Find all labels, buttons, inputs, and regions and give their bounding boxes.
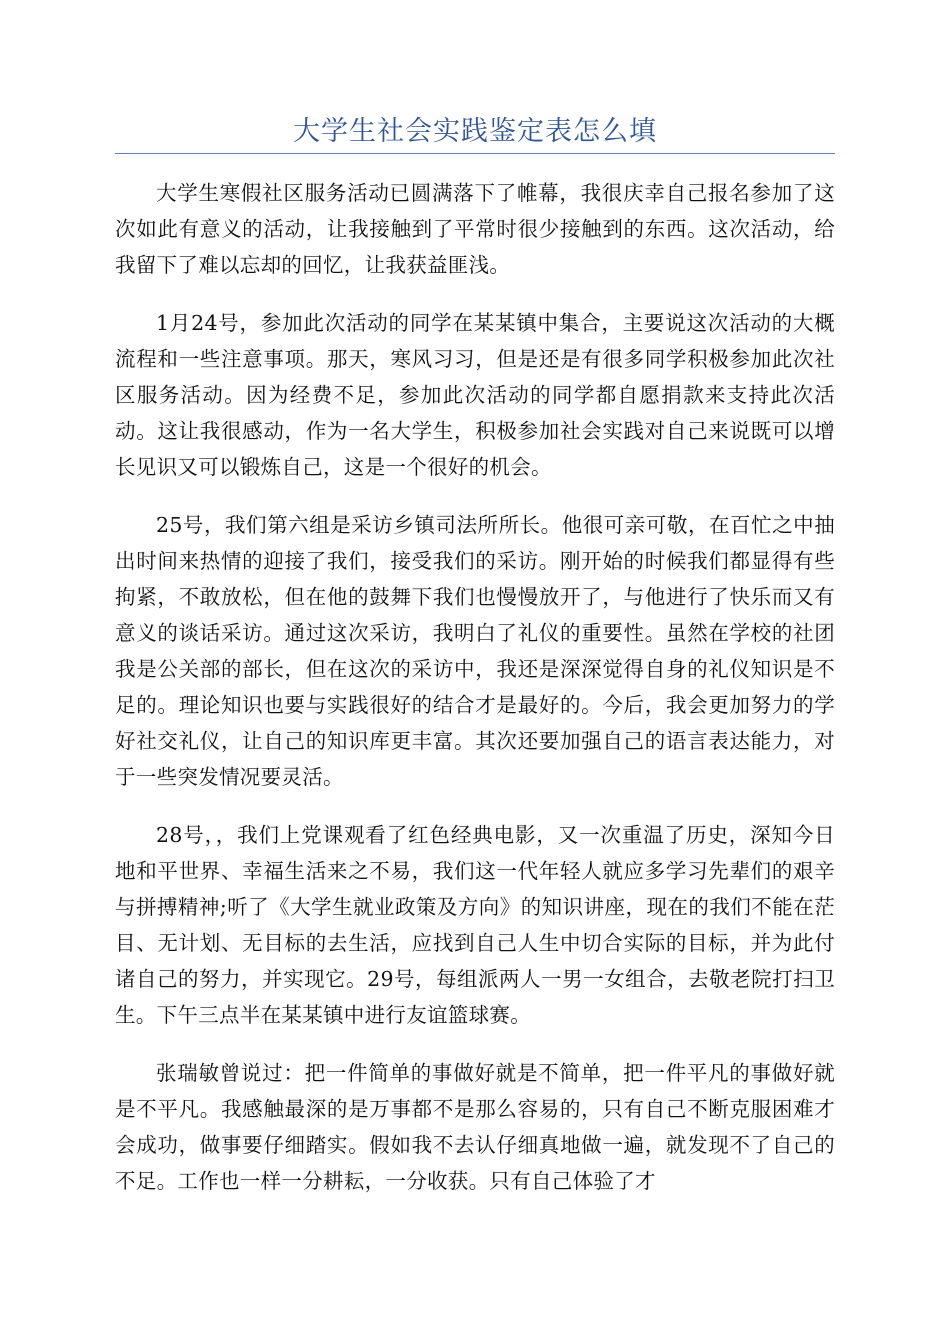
document-title: 大学生社会实践鉴定表怎么填 [293, 116, 657, 147]
paragraph-4: 28号，，我们上党课观看了红色经典电影，又一次重温了历史，深知今日地和平世界、幸福生活来之不易，我们这一代年轻人就应多学习先辈们的艰辛与拼搏精神;听了《大学生就业政策及方向》的知识讲座，现在的我们不能在茫目、无计划、无目标的去生活，应找到自己人生中切合实际的目标，并为此付诸自己的努力，并实现它。29号，每组派两人一男一女组合，去敬老院打扫卫生。下午三点半在某某镇中进行友谊篮球赛。 [115, 823, 835, 1027]
paragraph-5: 张瑞敏曾说过：把一件简单的事做好就是不简单，把一件平凡的事做好就是不平凡。我感触最深的是万事都不是那么容易的，只有自己不断克服困难才会成功，做事要仔细踏实。假如我不去认仔细真地做一遍，就发现不了自己的不足。工作也一样一分耕耘，一分收获。只有自己体验了才 [115, 1061, 835, 1193]
paragraph-2: 1月24号，参加此次活动的同学在某某镇中集合，主要说这次活动的大概流程和一些注意事项。那天，寒风习习，但是还是有很多同学积极参加此次社区服务活动。因为经费不足，参加此次活动的同学都自愿捐款来支持此次活动。这让我很感动，作为一名大学生，积极参加社会实践对自己来说既可以增长见识又可以锻炼自己，这是一个很好的机会。 [115, 311, 835, 479]
title-underline [115, 153, 835, 154]
paragraph-1: 大学生寒假社区服务活动已圆满落下了帷幕，我很庆幸自己报名参加了这次如此有意义的活动，让我接触到了平常时很少接触到的东西。这次活动，给我留下了难以忘却的回忆，让我获益匪浅。 [115, 181, 835, 277]
paragraph-3: 25号，我们第六组是采访乡镇司法所所长。他很可亲可敬，在百忙之中抽出时间来热情的迎接了我们，接受我们的采访。刚开始的时候我们都显得有些拘紧，不敢放松，但在他的鼓舞下我们也慢慢放开了，与他进行了快乐而又有意义的谈话采访。通过这次采访，我明白了礼仪的重要性。虽然在学校的社团我是公关部的部长，但在这次的采访中，我还是深深觉得自身的礼仪知识是不足的。理论知识也要与实践很好的结合才是最好的。今后，我会更加努力的学好社交礼仪，让自己的知识库更丰富。其次还要加强自己的语言表达能力，对于一些突发情况要灵活。 [115, 513, 835, 789]
document-body [115, 175, 835, 1221]
